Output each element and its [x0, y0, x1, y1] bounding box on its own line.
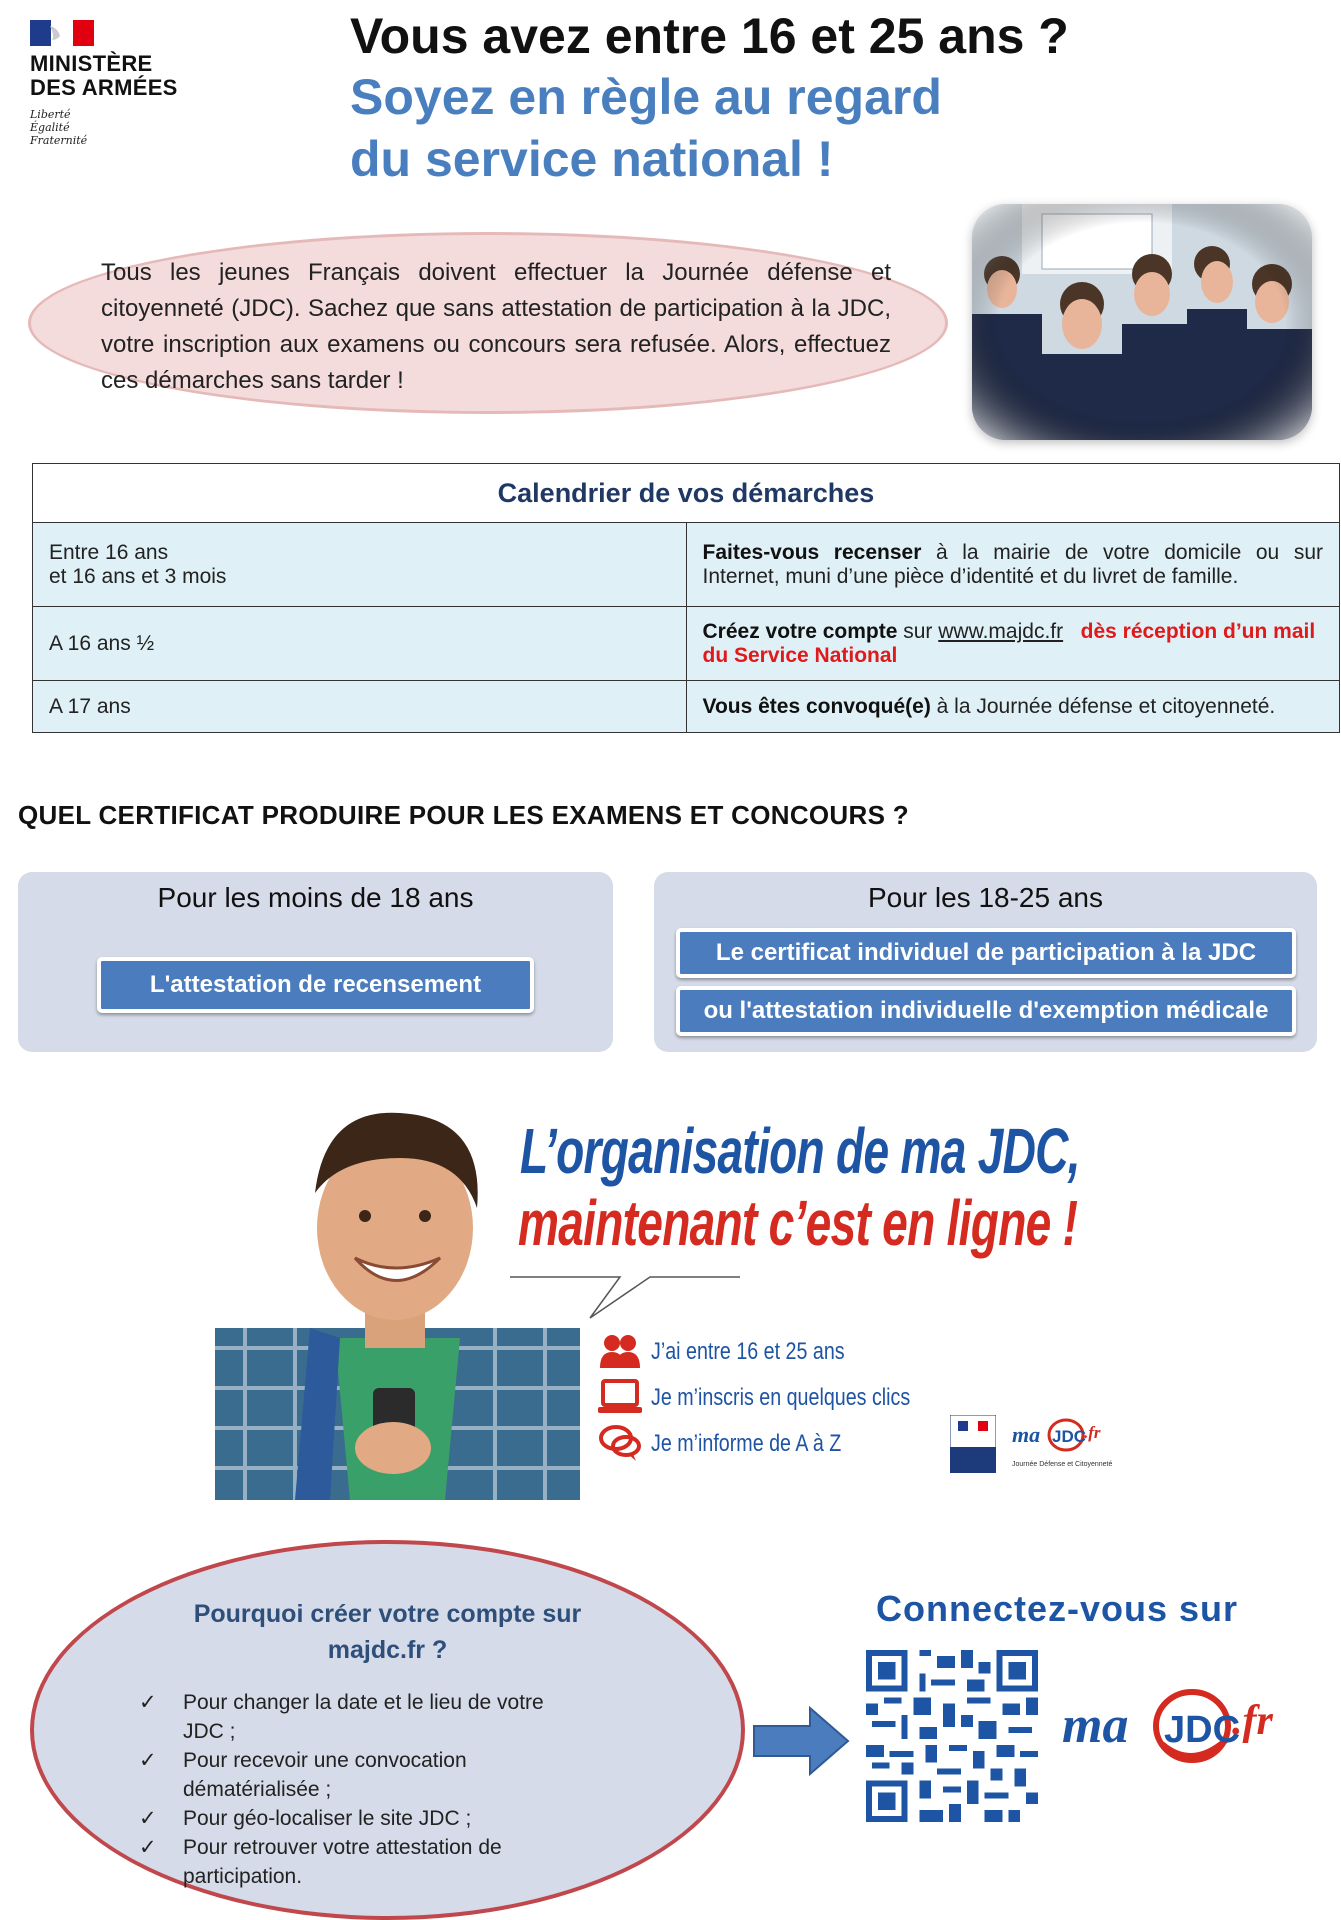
highlight-text: dès réception d’un mail du Service National: [702, 619, 1316, 667]
page-subtitle: Soyez en règle au regard du service national !: [350, 69, 942, 187]
ministry-small-logo: [950, 1415, 996, 1473]
arrow-right-icon: [752, 1706, 850, 1776]
why-bubble: [30, 1540, 745, 1920]
list-item: ✓ Pour géo-localiser le site JDC ;: [139, 1804, 559, 1833]
people-icon: [598, 1332, 642, 1370]
check-icon: ✓: [139, 1836, 157, 1859]
majdc-link[interactable]: www.majdc.fr: [938, 619, 1064, 643]
svg-text:.fr: .fr: [1084, 1423, 1101, 1442]
promo-line-2: maintenant c’est en ligne !: [518, 1187, 1078, 1259]
intro-bubble: [28, 232, 948, 414]
feature-info: Je m’informe de A à Z: [651, 1430, 842, 1457]
row-description: Faites-vous recenser à la mairie de votre domicile ou sur Internet, muni d’une pièce d’identité et du livret de famille.: [686, 523, 1340, 607]
qr-code-icon[interactable]: [866, 1650, 1038, 1822]
table-row: [33, 523, 1340, 607]
laptop-icon: [598, 1378, 642, 1416]
why-title: Pourquoi créer votre compte sur majdc.fr ?: [193, 1600, 582, 1664]
list-item: ✓ Pour changer la date et le lieu de votre JDC ;: [139, 1688, 559, 1746]
adult-title: Pour les 18-25 ans: [867, 882, 1104, 913]
row-age: A 17 ans: [33, 681, 687, 733]
speech-bubble-tail: [510, 1270, 740, 1330]
svg-text:JDC: JDC: [1052, 1427, 1087, 1446]
chat-icon: [598, 1424, 642, 1462]
jdc-certificate-label: Le certificat individuel de participation à la JDC: [676, 928, 1296, 978]
teenagers-photo-icon: [972, 204, 1312, 440]
row-age: Entre 16 ans et 16 ans et 3 mois: [33, 523, 687, 607]
row-description: Créez votre compte sur www.majdc.fr dès réception d’un mail du Service National: [686, 607, 1340, 681]
why-list: [139, 1688, 559, 1891]
certificate-heading: QUEL CERTIFICAT PRODUIRE POUR LES EXAMENS ET CONCOURS ?: [18, 800, 909, 830]
medical-exemption-label: ou l'attestation individuelle d'exemption médicale: [676, 986, 1296, 1036]
table-row: [33, 681, 1340, 733]
majdc-small-logo: [1010, 1410, 1120, 1470]
majdc-logo-icon: [1010, 1410, 1120, 1470]
svg-text:ma: ma: [1062, 1697, 1129, 1754]
list-item: ✓ Pour retrouver votre attestation de participation.: [139, 1833, 559, 1891]
majdc-logo-icon[interactable]: [1060, 1670, 1310, 1780]
marianne-flag-icon: [950, 1415, 996, 1473]
list-item: ✓ Pour recevoir une convocation dématérialisée ;: [139, 1746, 559, 1804]
table-row: [33, 607, 1340, 681]
ministry-name: MINISTÈRE DES ARMÉES: [30, 51, 178, 100]
connect-heading: Connectez-vous sur: [876, 1588, 1239, 1629]
adult-box: [654, 872, 1317, 1052]
calendar-table: [32, 463, 1340, 733]
svg-text:Journée Défense et Citoyenneté: Journée Défense et Citoyenneté: [1012, 1461, 1113, 1468]
svg-text:.fr: .fr: [1232, 1698, 1273, 1744]
under-18-title: Pour les moins de 18 ans: [157, 882, 474, 913]
group-photo: [972, 204, 1312, 440]
svg-text:ma: ma: [1012, 1422, 1041, 1447]
svg-text:JDC: JDC: [1164, 1709, 1241, 1751]
row-description: Vous êtes convoqué(e) à la Journée défense et citoyenneté.: [686, 681, 1340, 733]
check-icon: ✓: [139, 1807, 157, 1830]
ministry-motto: Liberté Égalité Fraternité: [30, 108, 88, 147]
check-icon: ✓: [139, 1691, 157, 1714]
promo-line-1: L’organisation de ma JDC,: [520, 1115, 1080, 1187]
feature-age: J’ai entre 16 et 25 ans: [651, 1338, 845, 1365]
check-icon: ✓: [139, 1749, 157, 1772]
census-certificate-label: L'attestation de recensement: [97, 957, 534, 1013]
marianne-flag-icon: [30, 20, 94, 46]
calendar-title: Calendrier de vos démarches: [33, 464, 1340, 523]
feature-register: Je m’inscris en quelques clics: [651, 1384, 911, 1411]
page-title: Vous avez entre 16 et 25 ans ?: [350, 8, 1069, 64]
row-age: A 16 ans ½: [33, 607, 687, 681]
intro-text: Tous les jeunes Français doivent effectuer la Journée défense et citoyenneté (JDC). Sachez que sans attestation de participation à la JDC, votre inscription aux examens ou concours sera refusée. Alors, effectuez ces démarches sans tarder !: [101, 259, 891, 394]
under-18-box: [18, 872, 613, 1052]
